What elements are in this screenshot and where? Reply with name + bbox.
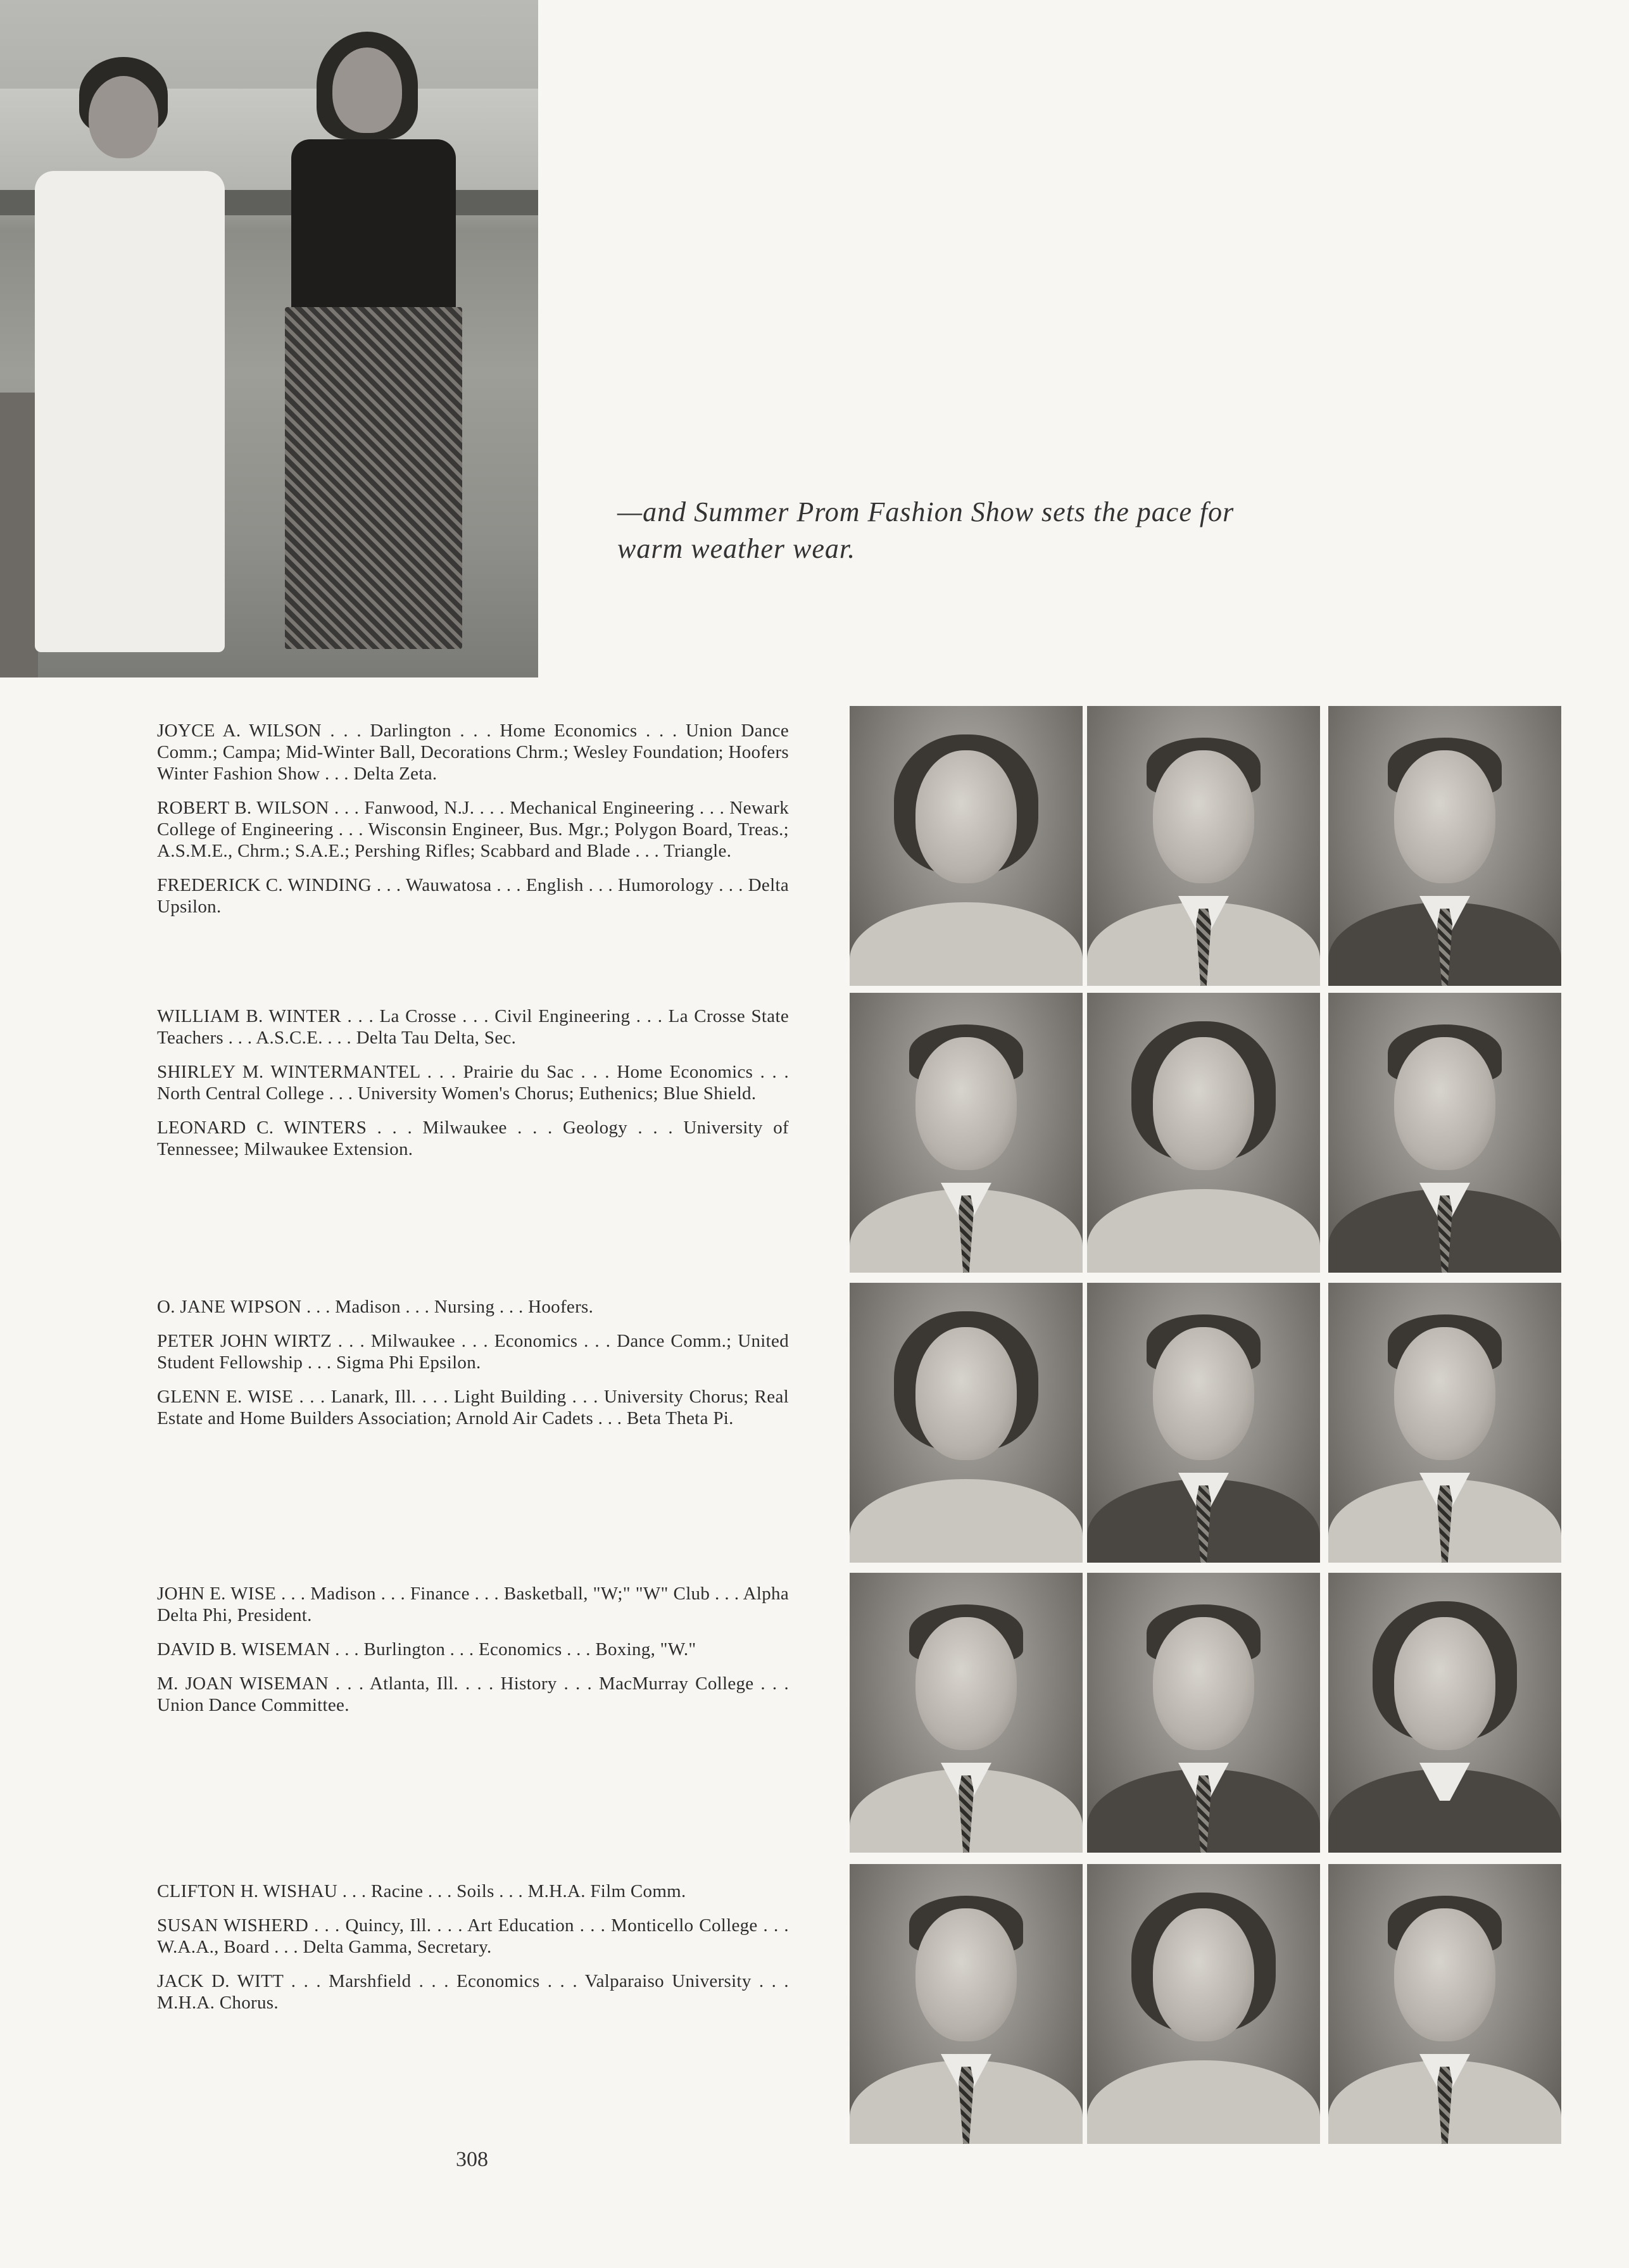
page-number: 308 — [456, 2148, 488, 2171]
bio-entry: WILLIAM B. WINTER . . . La Crosse . . . Civil Engineering . . . La Crosse State Teachers . . . A.S.C.E. . . . Delta Tau Delta, Sec. — [157, 1006, 789, 1048]
bio-entry: PETER JOHN WIRTZ . . . Milwaukee . . . Economics . . . Dance Comm.; United Student Fellowship . . . Sigma Phi Epsilon. — [157, 1331, 789, 1373]
photo-caption — [617, 494, 1314, 567]
portrait-photo — [1328, 993, 1561, 1273]
bio-entry: DAVID B. WISEMAN . . . Burlington . . . Economics . . . Boxing, "W." — [157, 1639, 696, 1660]
bio-entry: JOYCE A. WILSON . . . Darlington . . . Home Economics . . . Union Dance Comm.; Campa; Mid-Winter Ball, Decorations Chrm.; Wesley Foundation; Hoofers Winter Fashion Show . . . Delta Zeta. — [157, 721, 789, 784]
feature-photo — [0, 0, 538, 677]
caption-line-2: warm weather wear. — [617, 533, 856, 564]
bio-entry: LEONARD C. WINTERS . . . Milwaukee . . . Geology . . . University of Tennessee; Milwaukee Extension. — [157, 1118, 789, 1159]
bio-group-1 — [157, 720, 789, 930]
bio-entry: O. JANE WIPSON . . . Madison . . . Nursing . . . Hoofers. — [157, 1297, 594, 1317]
bio-group-4 — [157, 1583, 789, 1729]
bio-entry: SUSAN WISHERD . . . Quincy, Ill. . . . Art Education . . . Monticello College . . . W.A.A., Board . . . Delta Gamma, Secretary. — [157, 1915, 789, 1957]
portrait-photo — [1087, 1573, 1320, 1853]
portrait-photo — [850, 1864, 1083, 2144]
bio-entry: ROBERT B. WILSON . . . Fanwood, N.J. . . . Mechanical Engineering . . . Newark College of Engineering . . . Wisconsin Engineer, Bus. Mgr.; Polygon Board, Treas.; A.S.M.E., Chrm.; S.A.E.; Pershing Rifles; Scabbard and Blade . . . Triangle. — [157, 798, 789, 861]
bio-entry: CLIFTON H. WISHAU . . . Racine . . . Soils . . . M.H.A. Film Comm. — [157, 1881, 686, 1901]
portrait-photo — [1328, 1573, 1561, 1853]
stone-wall — [0, 393, 38, 677]
portrait-photo — [1087, 706, 1320, 986]
portrait-photo — [1328, 706, 1561, 986]
portrait-photo — [850, 1283, 1083, 1563]
bio-entry: SHIRLEY M. WINTERMANTEL . . . Prairie du Sac . . . Home Economics . . . North Central College . . . University Women's Chorus; Euthenics; Blue Shield. — [157, 1062, 789, 1104]
portrait-photo — [850, 1573, 1083, 1853]
bio-entry: FREDERICK C. WINDING . . . Wauwatosa . . . English . . . Humorology . . . Delta Upsilon. — [157, 875, 789, 917]
bio-group-3 — [157, 1296, 789, 1442]
woman-in-white-dress — [35, 63, 237, 665]
bio-entry: M. JOAN WISEMAN . . . Atlanta, Ill. . . . History . . . MacMurray College . . . Union Dance Committee. — [157, 1673, 789, 1715]
portrait-photo — [1328, 1283, 1561, 1563]
bio-group-2 — [157, 1005, 789, 1173]
portrait-photo — [1087, 993, 1320, 1273]
bio-entry: JACK D. WITT . . . Marshfield . . . Economics . . . Valparaiso University . . . M.H.A. Chorus. — [157, 1971, 789, 2013]
portrait-photo — [1087, 1283, 1320, 1563]
bio-group-5 — [157, 1881, 789, 2026]
portrait-photo — [850, 993, 1083, 1273]
portrait-photo — [850, 706, 1083, 986]
portrait-photo — [1087, 1864, 1320, 2144]
bio-entry: GLENN E. WISE . . . Lanark, Ill. . . . Light Building . . . University Chorus; Real Estate and Home Builders Association; Arnold Air Cadets . . . Beta Theta Pi. — [157, 1387, 789, 1428]
caption-line-1: —and Summer Prom Fashion Show sets the pace for — [617, 496, 1235, 527]
portrait-photo — [1328, 1864, 1561, 2144]
woman-in-dark-blouse — [279, 38, 481, 665]
bio-entry: JOHN E. WISE . . . Madison . . . Finance . . . Basketball, "W;" "W" Club . . . Alpha Delta Phi, President. — [157, 1584, 789, 1625]
